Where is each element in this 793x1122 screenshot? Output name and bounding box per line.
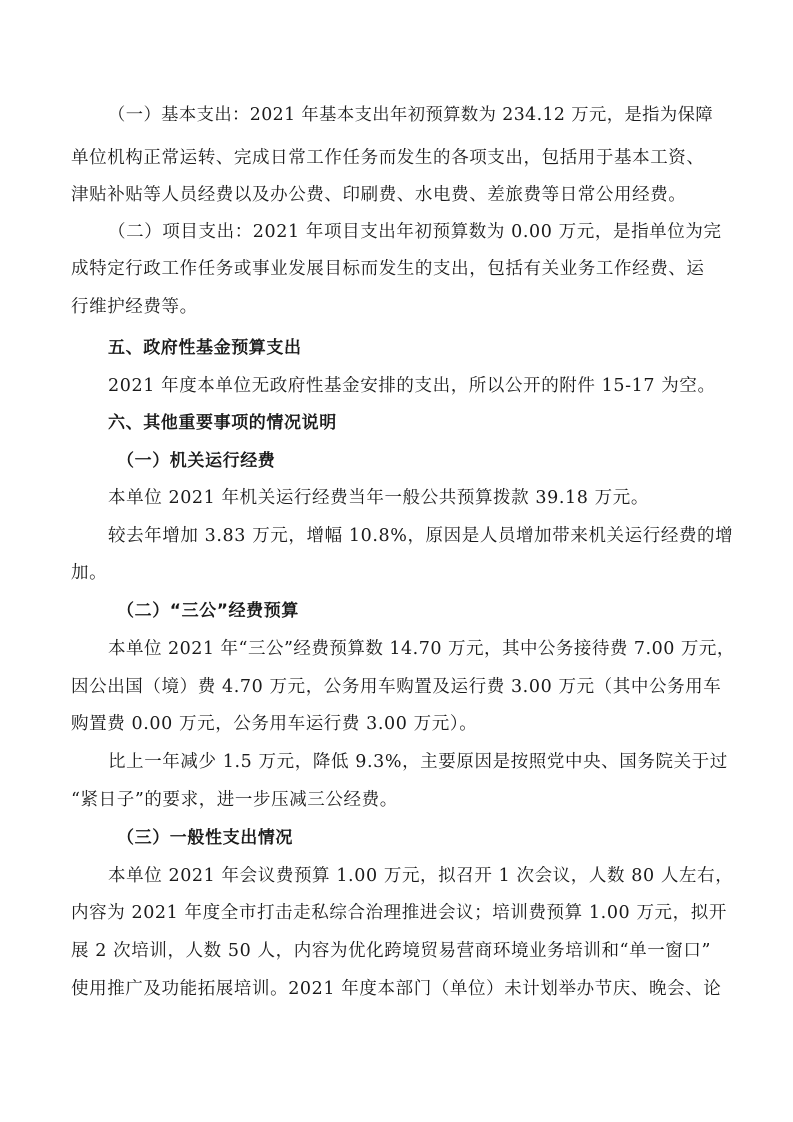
paragraph-three-public-line-1: 本单位 2021 年“三公”经费预算数 14.70 万元，其中公务接待费 7.00 万元， — [108, 639, 735, 659]
paragraph-project-expenditure-line-1: （二）项目支出：2021 年项目支出年初预算数为 0.00 万元，是指单位为完 — [108, 222, 722, 242]
paragraph-general-expenditure-line-4: 使用推广及功能拓展培训。2021 年度本部门（单位）未计划举办节庆、晚会、论 — [71, 979, 722, 999]
paragraph-basic-expenditure-line-3: 津贴补贴等人员经费以及办公费、印刷费、水电费、差旅费等日常公用经费。 — [71, 185, 687, 205]
paragraph-three-public-line-2: 因公出国（境）费 4.70 万元，公务用车购置及运行费 3.00 万元（其中公务用车 — [71, 677, 722, 697]
paragraph-decrease-line-1: 比上一年减少 1.5 万元，降低 9.3%，主要原因是按照党中央、国务院关于过 — [108, 752, 728, 772]
paragraph-three-public-line-3: 购置费 0.00 万元，公务用车运行费 3.00 万元）。 — [71, 714, 478, 734]
paragraph-project-expenditure-line-3: 行维护经费等。 — [71, 297, 198, 317]
heading-subsection-general-expenditure: （三）一般性支出情况 — [117, 828, 293, 848]
paragraph-general-expenditure-line-2: 内容为 2021 年度全市打击走私综合治理推进会议；培训费预算 1.00 万元，拟开 — [71, 903, 727, 923]
paragraph-gov-fund: 2021 年度本单位无政府性基金安排的支出，所以公开的附件 15-17 为空。 — [108, 376, 716, 396]
paragraph-project-expenditure-line-2: 成特定行政工作任务或事业发展目标而发生的支出，包括有关业务工作经费、运 — [71, 259, 705, 279]
paragraph-increase-line-2: 加。 — [71, 563, 108, 583]
heading-subsection-three-public: （二）“三公”经费预算 — [117, 601, 299, 621]
paragraph-basic-expenditure-line-1: （一）基本支出：2021 年基本支出年初预算数为 234.12 万元，是指为保障 — [108, 105, 714, 125]
paragraph-decrease-line-2: “紧日子”的要求，进一步压减三公经费。 — [71, 790, 398, 810]
paragraph-general-expenditure-line-1: 本单位 2021 年会议费预算 1.00 万元，拟召开 1 次会议，人数 80 人左右， — [108, 866, 734, 886]
heading-section-6: 六、其他重要事项的情况说明 — [108, 413, 337, 433]
paragraph-operating-costs: 本单位 2021 年机关运行经费当年一般公共预算拨款 39.18 万元。 — [108, 488, 649, 508]
paragraph-increase-line-1: 较去年增加 3.83 万元，增幅 10.8%，原因是人员增加带来机关运行经费的增 — [108, 526, 734, 546]
heading-subsection-operating-costs: （一）机关运行经费 — [117, 451, 276, 471]
paragraph-general-expenditure-line-3: 展 2 次培训，人数 50 人，内容为优化跨境贸易营商环境业务培训和“单一窗口” — [71, 941, 712, 961]
paragraph-basic-expenditure-line-2: 单位机构正常运转、完成日常工作任务而发生的各项支出，包括用于基本工资、 — [71, 148, 705, 168]
heading-section-5: 五、政府性基金预算支出 — [108, 338, 302, 358]
